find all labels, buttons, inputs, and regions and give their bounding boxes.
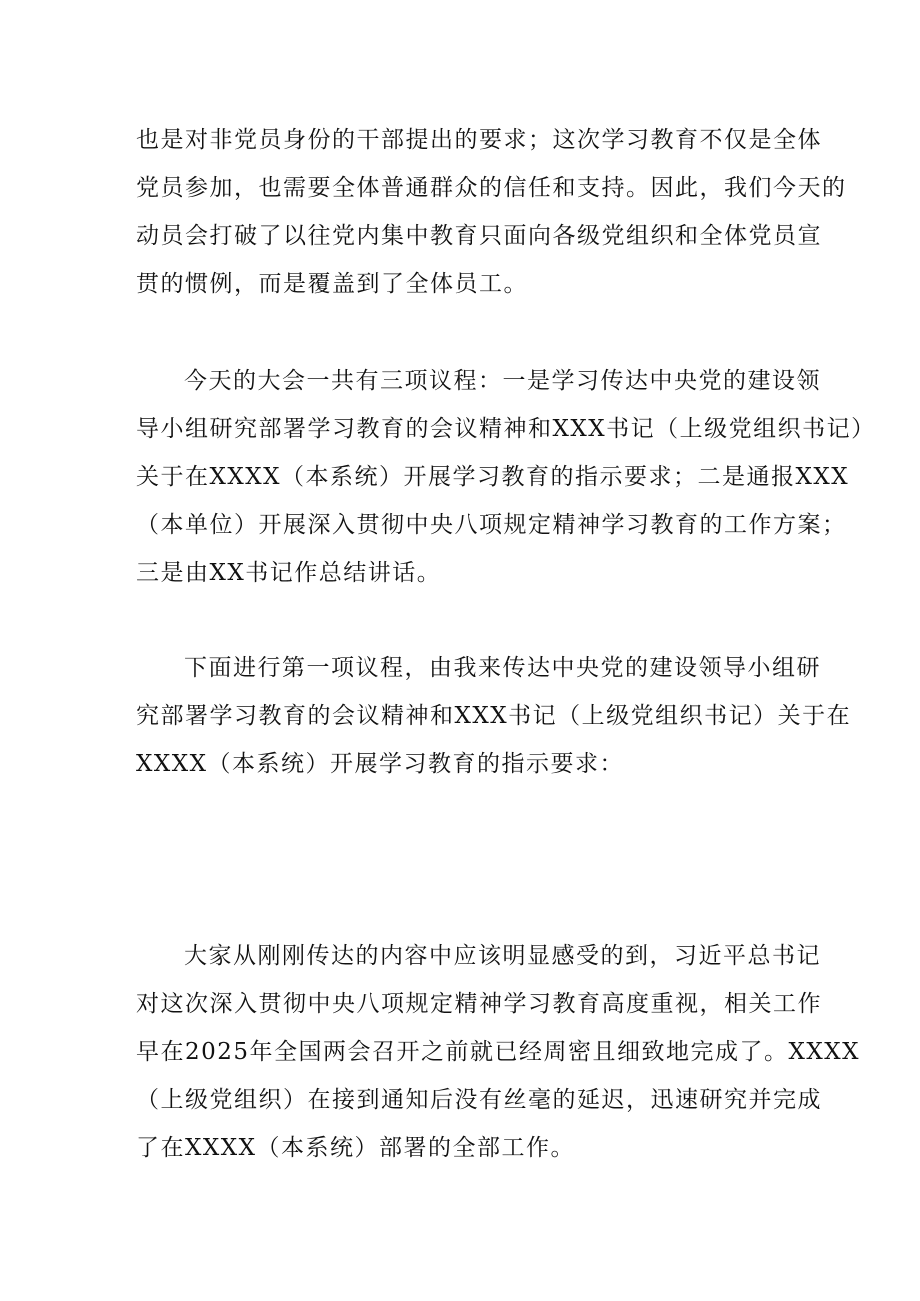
paragraph-line: 早在2025年全国两会召开之前就已经周密且细致地完成了。XXXX — [136, 1039, 861, 1065]
paragraph-4 — [136, 932, 861, 1172]
paragraph-line: 对这次深入贯彻中央八项规定精神学习教育高度重视，相关工作 — [136, 991, 822, 1017]
paragraph-line: （上级党组织）在接到通知后没有丝毫的延迟，迅速研究并完成 — [136, 1087, 822, 1113]
paragraph-3 — [136, 644, 852, 788]
paragraph-line: 下面进行第一项议程，由我来传达中央党的建设领导小组研 — [184, 655, 821, 681]
paragraph-line: 动员会打破了以往党内集中教育只面向各级党组织和全体党员宣 — [136, 223, 822, 249]
paragraph-line: 今天的大会一共有三项议程：一是学习传达中央党的建设领 — [184, 368, 821, 394]
paragraph-line: 关于在XXXX（本系统）开展学习教育的指示要求；二是通报XXX — [136, 464, 850, 490]
paragraph-line: 究部署学习教育的会议精神和XXX书记（上级党组织书记）关于在 — [136, 703, 852, 729]
paragraph-line: XXXX（本系统）开展学习教育的指示要求： — [136, 751, 624, 777]
paragraph-line: 贯的惯例，而是覆盖到了全体员工。 — [136, 271, 528, 297]
paragraph-line: 大家从刚刚传达的内容中应该明显感受的到，习近平总书记 — [184, 943, 821, 969]
paragraph-line: （本单位）开展深入贯彻中央八项规定精神学习教育的工作方案； — [136, 512, 847, 538]
paragraph-line: 导小组研究部署学习教育的会议精神和XXX书记（上级党组织书记） — [136, 416, 876, 442]
paragraph-line: 党员参加，也需要全体普通群众的信任和支持。因此，我们今天的 — [136, 175, 847, 201]
paragraph-line: 三是由XX书记作总结讲话。 — [136, 560, 442, 586]
paragraph-line: 也是对非党员身份的干部提出的要求；这次学习教育不仅是全体 — [136, 127, 822, 153]
paragraph-line: 了在XXXX（本系统）部署的全部工作。 — [136, 1135, 575, 1161]
paragraph-1 — [136, 116, 847, 308]
paragraph-2 — [136, 357, 876, 597]
